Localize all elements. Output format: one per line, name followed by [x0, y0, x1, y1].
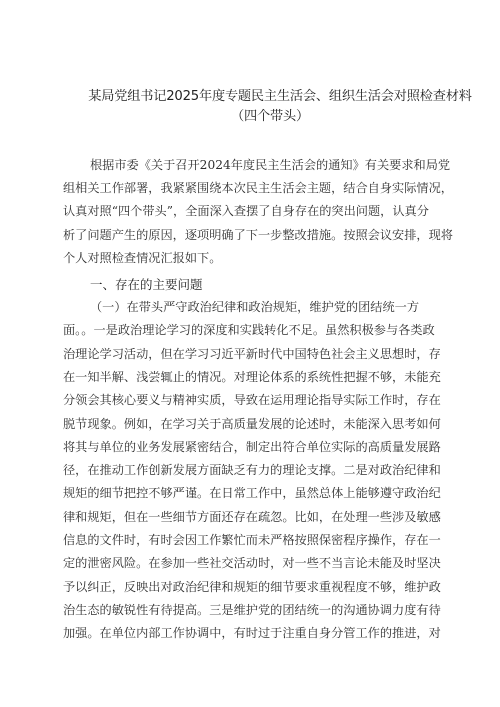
body-line: 定的泄密风险。在参加一些社交活动时，对一些不当言论未能及时坚决	[63, 556, 441, 570]
body-line: 将其与单位的业务发展紧密结合，制定出符合单位实际的高质量发展路	[63, 440, 441, 454]
body-line: 在一知半解、浅尝辄止的情况。对理论体系的系统性把握不够，未能充	[63, 370, 441, 384]
body-line: 律和规矩，但在一些细节方面还存在疏忽。比如，在处理一些涉及敏感	[63, 510, 441, 524]
document-subtitle: （四个带头）	[231, 109, 309, 124]
body-line: 治理论学习活动，但在学习习近平新时代中国特色社会主义思想时，存	[63, 347, 441, 361]
intro-line: 根据市委《关于召开2024年度民主生活会的通知》有关要求和局党	[90, 158, 451, 172]
intro-line: 个人对照检查情况汇报如下。	[63, 251, 222, 265]
body-line: 治生态的敏锐性有待提高。三是维护党的团结统一的沟通协调力度有待	[63, 603, 441, 617]
body-line: （一）在带头严守政治纪律和政治规矩，维护党的团结统一方	[90, 300, 420, 314]
document-title: 某局党组书记2025年度专题民主生活会、组织生活会对照检查材料	[88, 89, 472, 104]
intro-line: 组相关工作部署，我紧紧围绕本次民主生活会主题，结合自身实际情况，	[63, 181, 453, 195]
body-line: 加强。在单位内部工作协调中，有时过于注重自身分管工作的推进，对	[63, 626, 441, 640]
intro-line: 析了问题产生的原因，逐项明确了下一步整改措施。按照会议安排，现将	[63, 228, 453, 242]
body-line: 面。。一是政治理论学习的深度和实践转化不足。虽然积极参与各类政	[63, 323, 435, 337]
body-line: 脱节现象。例如，在学习关于高质量发展的论述时，未能深入思考如何	[63, 417, 441, 431]
section-heading: 一、存在的主要问题	[90, 277, 203, 292]
body-line: 信息的文件时，有时会因工作繁忙而未严格按照保密程序操作，存在一	[63, 533, 441, 547]
intro-line: 认真对照“四个带头”，全面深入查摆了自身存在的突出问题，认真分	[63, 204, 429, 218]
body-line: 规矩的细节把控不够严谨。在日常工作中，虽然总体上能够遵守政治纪	[63, 486, 441, 500]
body-line: 径，在推动工作创新发展方面缺乏有力的理论支撑。二是对政治纪律和	[63, 463, 441, 477]
body-line: 予以纠正，反映出对政治纪律和规矩的细节要求重视程度不够，维护政	[63, 580, 441, 594]
body-line: 分领会其核心要义与精神实质，导致在运用理论指导实际工作时，存在	[63, 393, 441, 407]
